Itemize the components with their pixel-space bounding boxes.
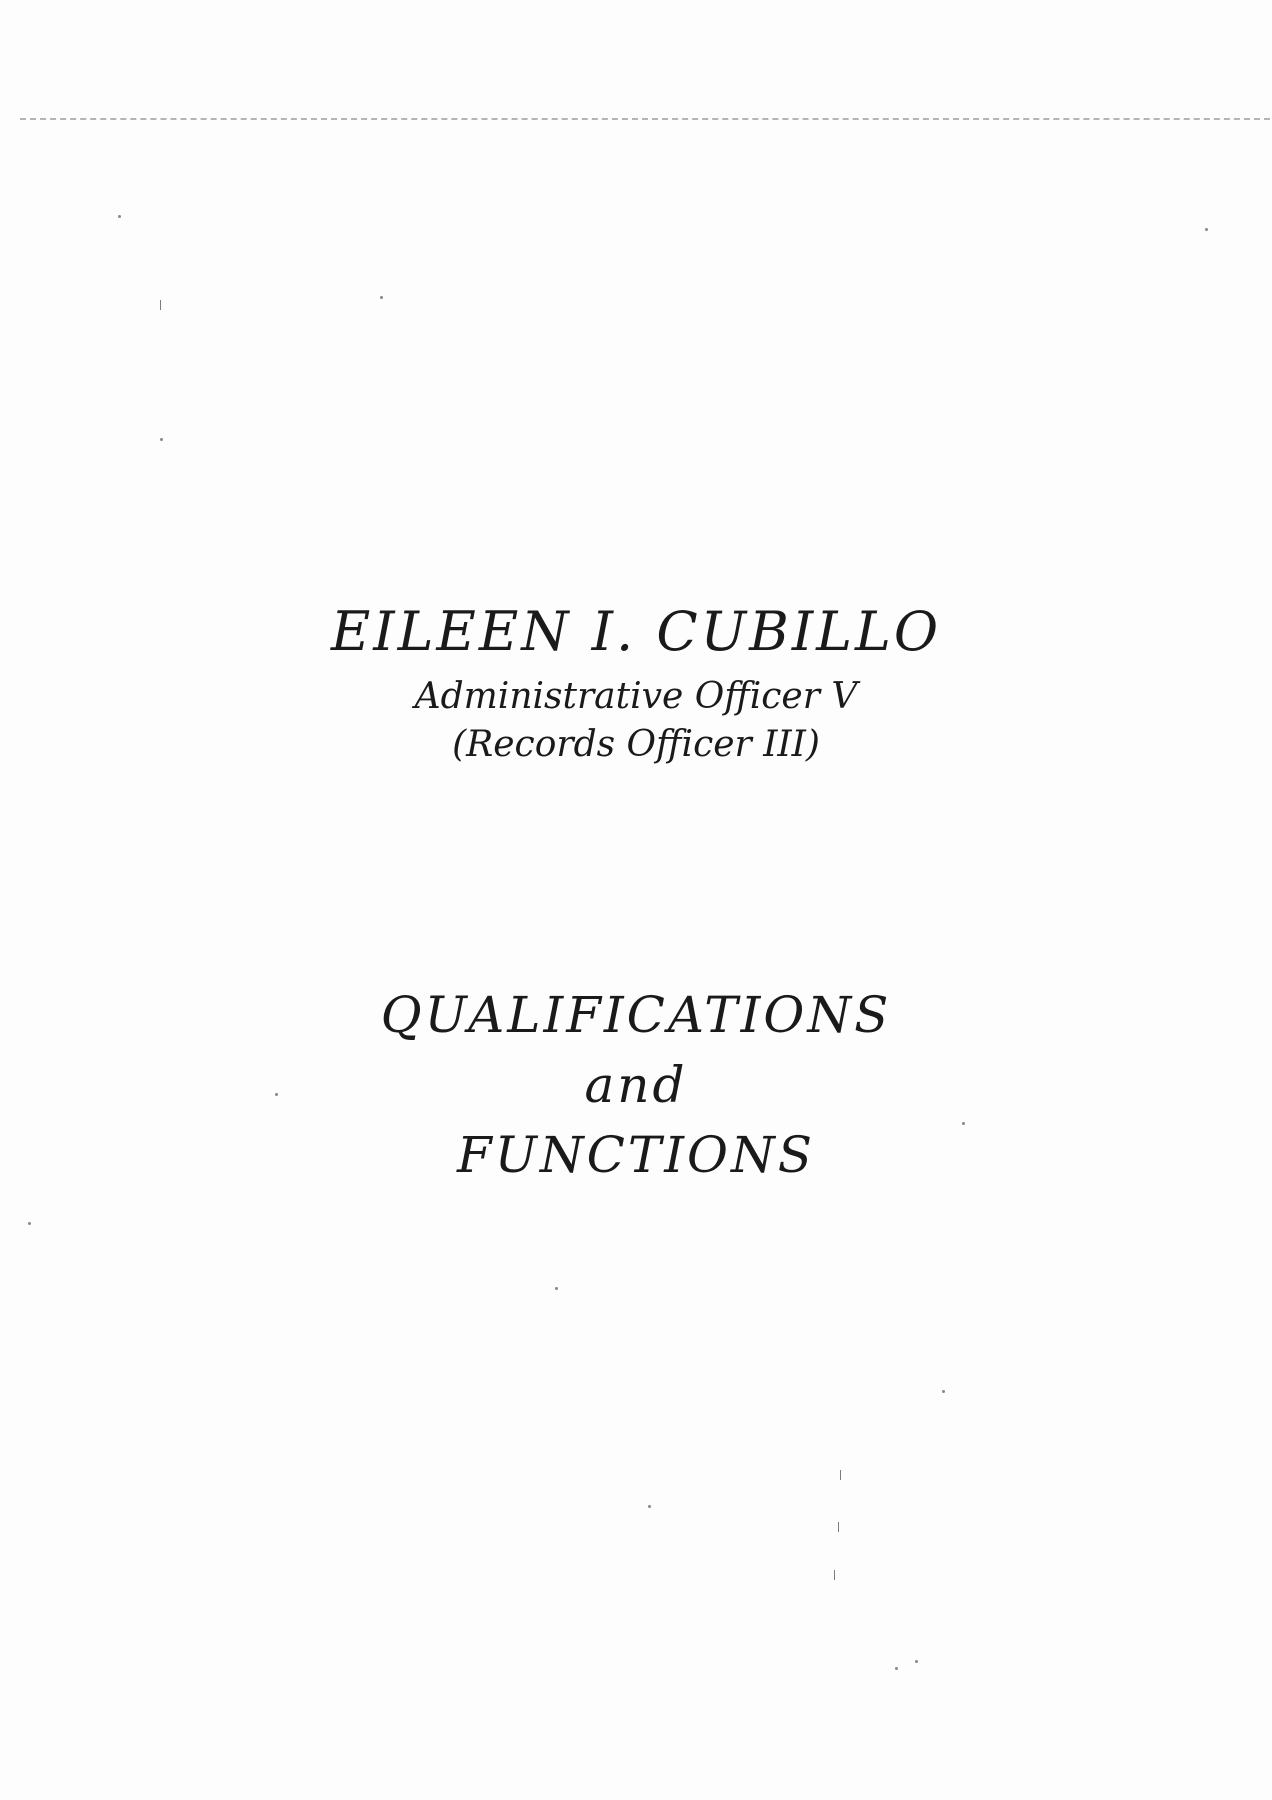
scan-speck — [895, 1667, 898, 1670]
scan-speck — [915, 1660, 918, 1663]
scan-speck — [555, 1287, 558, 1290]
scan-speck — [1205, 228, 1208, 231]
scan-speck — [648, 1505, 651, 1508]
scan-top-edge-line — [20, 118, 1270, 120]
heading-qualifications: QUALIFICATIONS — [380, 986, 892, 1044]
scan-speck — [380, 296, 383, 299]
scan-speck — [28, 1222, 31, 1225]
scan-speck — [160, 300, 161, 310]
scan-speck — [834, 1570, 835, 1580]
heading-functions: FUNCTIONS — [457, 1126, 815, 1184]
employee-name: EILEEN I. CUBILLO — [330, 600, 942, 663]
position-title: Administrative Officer V — [414, 676, 858, 717]
scan-speck — [118, 215, 121, 218]
scan-speck — [840, 1470, 841, 1480]
alternate-position-title: (Records Officer III) — [452, 724, 820, 765]
heading-and: and — [584, 1056, 688, 1114]
scan-speck — [942, 1390, 945, 1393]
scan-speck — [838, 1522, 839, 1532]
scan-speck — [160, 438, 163, 441]
